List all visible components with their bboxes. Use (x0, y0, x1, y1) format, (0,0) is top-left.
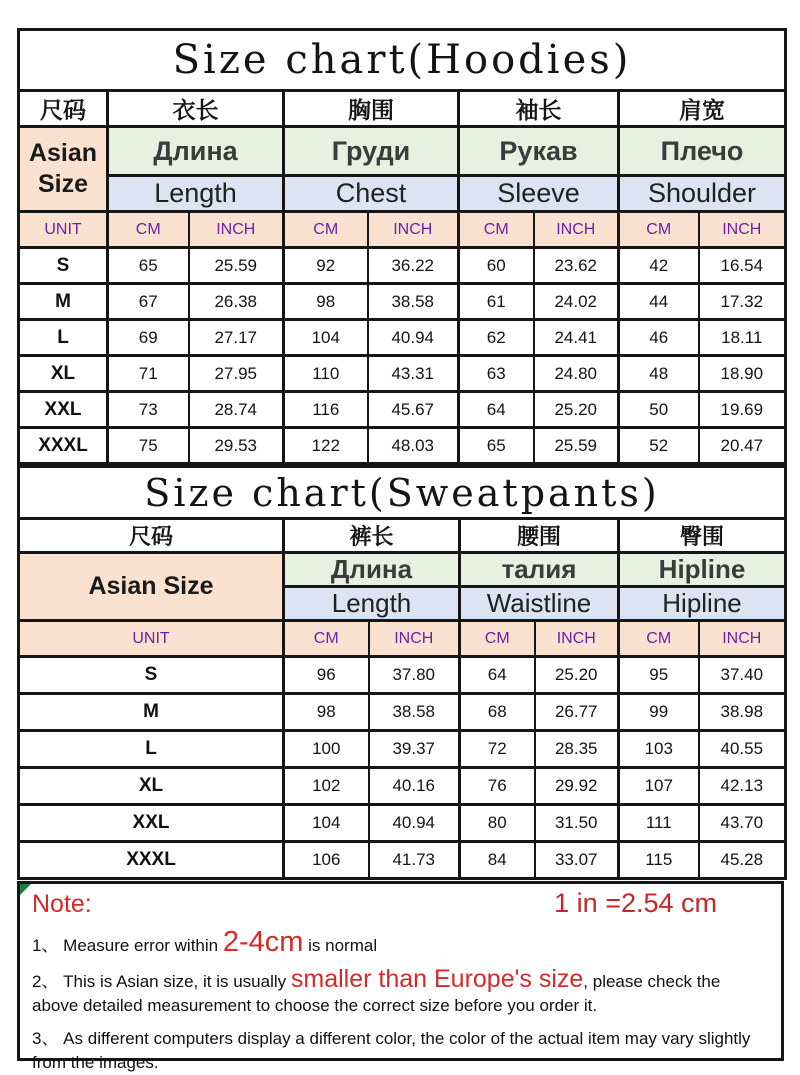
value-cell: 103 (619, 731, 699, 768)
note-item-2 (32, 967, 767, 1018)
hoodies-col-chest-ru: Груди (284, 127, 459, 176)
cm-header-cell: CM (619, 212, 699, 248)
value-cell: 122 (284, 428, 368, 464)
value-cell: 38.98 (699, 694, 786, 731)
value-cell: 36.22 (368, 248, 459, 284)
value-cell: 26.77 (535, 694, 619, 731)
value-cell: 40.94 (369, 805, 460, 842)
value-cell: 60 (459, 248, 534, 284)
value-cell: 40.16 (369, 768, 460, 805)
value-cell: 68 (460, 694, 535, 731)
inch-cm-conversion: 1 in =2.54 cm (554, 888, 717, 918)
cm-header-cell: CM (108, 212, 189, 248)
value-cell: 40.55 (699, 731, 786, 768)
note-item-1 (32, 928, 767, 958)
value-cell: 38.58 (368, 284, 459, 320)
value-cell: 62 (459, 320, 534, 356)
value-cell: 37.80 (369, 657, 460, 694)
hoodies-asian-size-label: Asian Size (19, 127, 108, 212)
value-cell: 98 (284, 284, 368, 320)
size-cell: XL (19, 356, 108, 392)
value-cell: 116 (284, 392, 368, 428)
notes-box (17, 881, 784, 1072)
sweatpants-row-m (19, 694, 786, 731)
value-cell: 73 (108, 392, 189, 428)
value-cell: 75 (108, 428, 189, 464)
value-cell: 24.41 (534, 320, 619, 356)
note-item-2-suffix: , please check the above detailed measurement to choose the correct size before you order it. (32, 972, 721, 1015)
value-cell: 72 (460, 731, 535, 768)
hoodies-row-l (19, 320, 786, 356)
hoodies-col-shoulder-ru: Плечо (619, 127, 786, 176)
inch-header-cell: INCH (535, 621, 619, 657)
hoodies-size-table (17, 28, 787, 465)
hoodies-col-sleeve-ru: Рукав (459, 127, 619, 176)
value-cell: 76 (460, 768, 535, 805)
sweatpants-col-waist-en: Waistline (460, 587, 619, 621)
hoodies-size-header-cn: 尺码 (19, 91, 108, 127)
sweatpants-unit-label: UNIT (19, 621, 284, 657)
sweatpants-col-length-en: Length (284, 587, 460, 621)
value-cell: 29.92 (535, 768, 619, 805)
hoodies-col-chest-cn: 胸围 (284, 91, 459, 127)
value-cell: 45.67 (368, 392, 459, 428)
value-cell: 39.37 (369, 731, 460, 768)
note-item-1-highlight: 2-4cm (222, 926, 304, 958)
sweatpants-row-xl (19, 768, 786, 805)
cm-header-cell: CM (459, 212, 534, 248)
sweatpants-col-length-cn: 裤长 (284, 519, 460, 553)
value-cell: 115 (619, 842, 699, 879)
size-cell: L (19, 320, 108, 356)
value-cell: 26.38 (189, 284, 284, 320)
value-cell: 71 (108, 356, 189, 392)
value-cell: 98 (284, 694, 369, 731)
value-cell: 104 (284, 320, 368, 356)
hoodies-unit-label: UNIT (19, 212, 108, 248)
value-cell: 69 (108, 320, 189, 356)
value-cell: 61 (459, 284, 534, 320)
size-cell: XXXL (19, 428, 108, 464)
sweatpants-row-l (19, 731, 786, 768)
value-cell: 99 (619, 694, 699, 731)
note-label: Note: (32, 890, 92, 918)
notes-header (32, 888, 767, 919)
sweatpants-row-xxxl (19, 842, 786, 879)
value-cell: 18.90 (699, 356, 786, 392)
hoodies-row-s (19, 248, 786, 284)
value-cell: 19.69 (699, 392, 786, 428)
cm-header-cell: CM (619, 621, 699, 657)
size-cell: S (19, 657, 284, 694)
size-cell: M (19, 694, 284, 731)
value-cell: 110 (284, 356, 368, 392)
value-cell: 52 (619, 428, 699, 464)
value-cell: 42 (619, 248, 699, 284)
value-cell: 107 (619, 768, 699, 805)
value-cell: 64 (459, 392, 534, 428)
value-cell: 48.03 (368, 428, 459, 464)
value-cell: 106 (284, 842, 369, 879)
hoodies-row-m (19, 284, 786, 320)
value-cell: 23.62 (534, 248, 619, 284)
corner-marker (20, 884, 31, 895)
hoodies-col-sleeve-cn: 袖长 (459, 91, 619, 127)
value-cell: 43.70 (699, 805, 786, 842)
value-cell: 37.40 (699, 657, 786, 694)
cm-header-cell: CM (460, 621, 535, 657)
value-cell: 104 (284, 805, 369, 842)
hoodies-col-chest-en: Chest (284, 176, 459, 212)
value-cell: 40.94 (368, 320, 459, 356)
sweatpants-title: Size chart(Sweatpants) (19, 467, 786, 519)
sweatpants-row-xxl (19, 805, 786, 842)
size-cell: XL (19, 768, 284, 805)
inch-header-cell: INCH (189, 212, 284, 248)
sweatpants-row-s (19, 657, 786, 694)
value-cell: 43.31 (368, 356, 459, 392)
value-cell: 67 (108, 284, 189, 320)
sweatpants-col-waist-cn: 腰围 (460, 519, 619, 553)
note-item-1-text: 1、 Measure error within (32, 936, 223, 955)
value-cell: 65 (108, 248, 189, 284)
value-cell: 100 (284, 731, 369, 768)
value-cell: 25.59 (534, 428, 619, 464)
value-cell: 27.95 (189, 356, 284, 392)
note-item-2-text: 2、 This is Asian size, it is usually (32, 972, 291, 991)
hoodies-col-length-en: Length (108, 176, 284, 212)
value-cell: 64 (460, 657, 535, 694)
size-cell: XXL (19, 805, 284, 842)
hoodies-col-length-cn: 衣长 (108, 91, 284, 127)
hoodies-row-xxl (19, 392, 786, 428)
note-item-2-highlight: smaller than Europe's size (290, 965, 584, 993)
hoodies-col-shoulder-en: Shoulder (619, 176, 786, 212)
value-cell: 41.73 (369, 842, 460, 879)
size-cell: XXL (19, 392, 108, 428)
size-cell: S (19, 248, 108, 284)
value-cell: 102 (284, 768, 369, 805)
cm-header-cell: CM (284, 621, 369, 657)
note-item-3 (32, 1027, 767, 1075)
value-cell: 111 (619, 805, 699, 842)
sweatpants-asian-size-label: Asian Size (19, 553, 284, 621)
hoodies-title: Size chart(Hoodies) (19, 30, 786, 91)
inch-header-cell: INCH (534, 212, 619, 248)
value-cell: 63 (459, 356, 534, 392)
value-cell: 80 (460, 805, 535, 842)
value-cell: 24.02 (534, 284, 619, 320)
value-cell: 96 (284, 657, 369, 694)
sweatpants-col-hip-cn: 臀围 (619, 519, 786, 553)
cm-header-cell: CM (284, 212, 368, 248)
sweatpants-col-hip-ru: Hipline (619, 553, 786, 587)
value-cell: 33.07 (535, 842, 619, 879)
sweatpants-size-table (17, 465, 787, 880)
hoodies-row-xl (19, 356, 786, 392)
sweatpants-col-hip-en: Hipline (619, 587, 786, 621)
hoodies-col-sleeve-en: Sleeve (459, 176, 619, 212)
inch-header-cell: INCH (368, 212, 459, 248)
value-cell: 25.20 (534, 392, 619, 428)
value-cell: 25.20 (535, 657, 619, 694)
value-cell: 28.74 (189, 392, 284, 428)
value-cell: 18.11 (699, 320, 786, 356)
value-cell: 17.32 (699, 284, 786, 320)
value-cell: 24.80 (534, 356, 619, 392)
value-cell: 16.54 (699, 248, 786, 284)
sweatpants-col-length-ru: Длина (284, 553, 460, 587)
size-cell: XXXL (19, 842, 284, 879)
size-cell: M (19, 284, 108, 320)
hoodies-col-shoulder-cn: 肩宽 (619, 91, 786, 127)
value-cell: 31.50 (535, 805, 619, 842)
value-cell: 84 (460, 842, 535, 879)
value-cell: 25.59 (189, 248, 284, 284)
inch-header-cell: INCH (699, 621, 786, 657)
value-cell: 27.17 (189, 320, 284, 356)
hoodies-col-length-ru: Длина (108, 127, 284, 176)
inch-header-cell: INCH (369, 621, 460, 657)
value-cell: 95 (619, 657, 699, 694)
value-cell: 46 (619, 320, 699, 356)
value-cell: 38.58 (369, 694, 460, 731)
hoodies-row-xxxl (19, 428, 786, 464)
value-cell: 20.47 (699, 428, 786, 464)
sweatpants-col-waist-ru: талия (460, 553, 619, 587)
value-cell: 28.35 (535, 731, 619, 768)
value-cell: 48 (619, 356, 699, 392)
value-cell: 92 (284, 248, 368, 284)
size-cell: L (19, 731, 284, 768)
inch-header-cell: INCH (699, 212, 786, 248)
note-item-3-text: 3、 As different computers display a different color, the color of the actual item may vary slightly from the images. (32, 1029, 751, 1072)
value-cell: 45.28 (699, 842, 786, 879)
value-cell: 42.13 (699, 768, 786, 805)
value-cell: 44 (619, 284, 699, 320)
value-cell: 50 (619, 392, 699, 428)
sweatpants-size-header-cn: 尺码 (19, 519, 284, 553)
value-cell: 29.53 (189, 428, 284, 464)
value-cell: 65 (459, 428, 534, 464)
note-item-1-suffix: is normal (303, 936, 378, 955)
